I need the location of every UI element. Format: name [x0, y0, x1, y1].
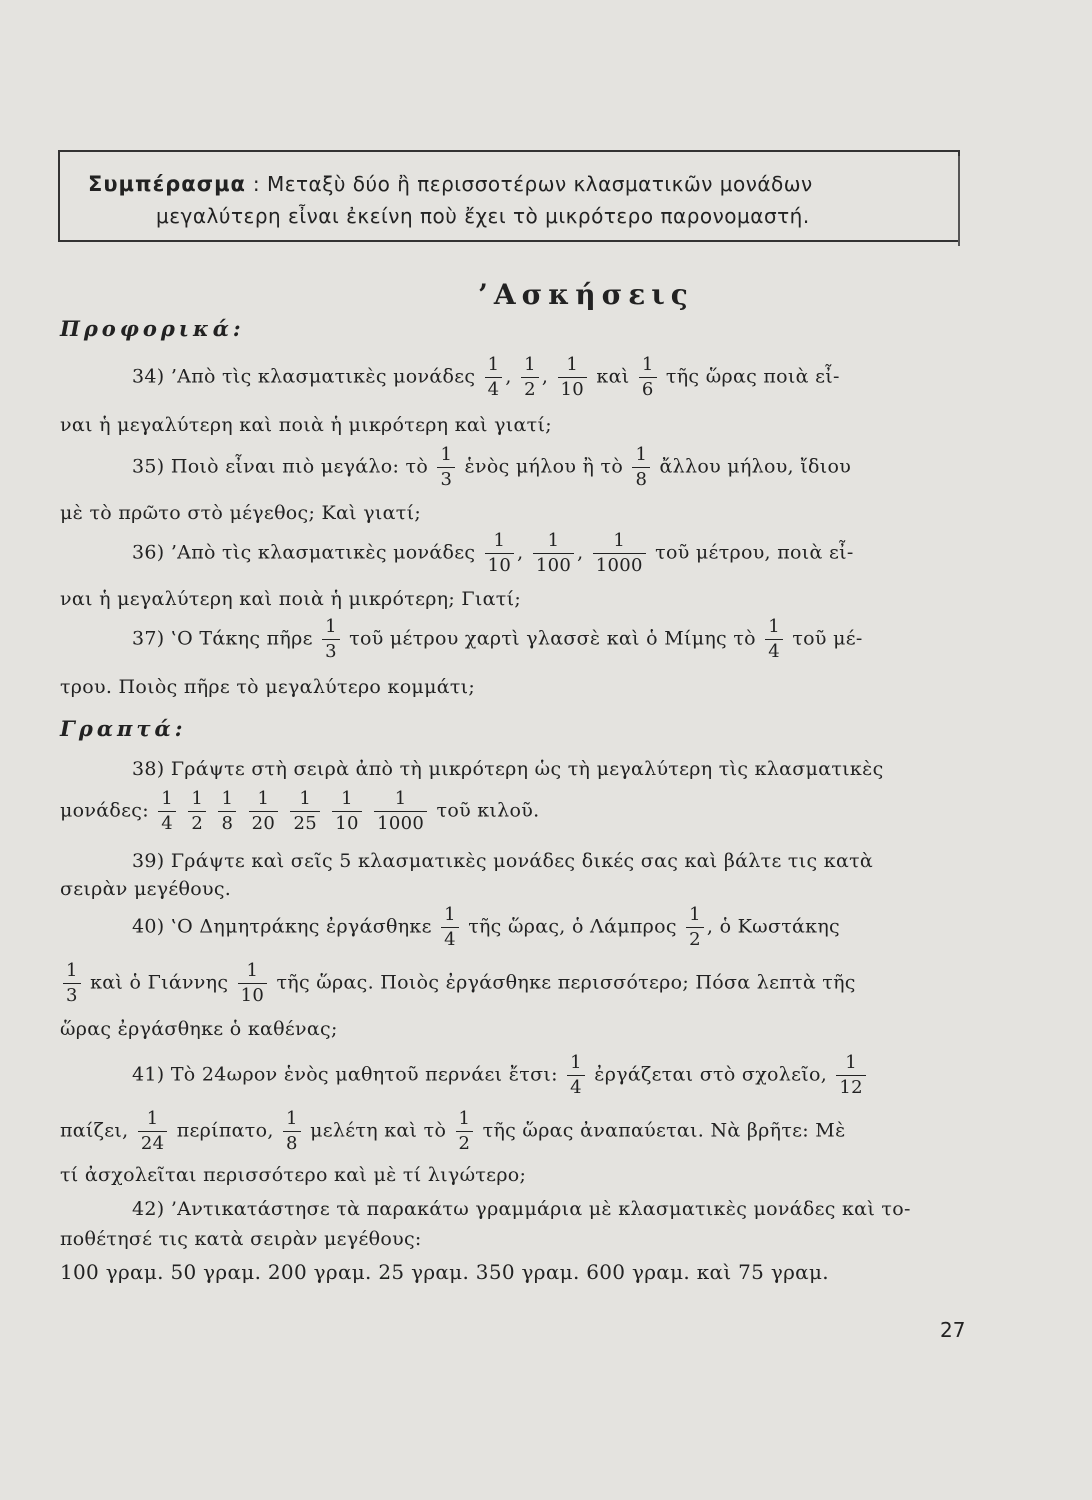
exercise-35-line-2: μὲ τὸ πρῶτο στὸ μέγεθος; Καὶ γιατί; [60, 502, 422, 524]
exercise-36-line-1: 36) ’Απὸ τὶς κλασματικὲς μονάδες $\frac{1}{10}$ , $\frac{1}{100}$ , $\frac{1}{1000}$ τοῦ μέτρου, ποιὰ εἶ- [132, 530, 854, 576]
box-shadow-rule [958, 156, 960, 246]
exercise-37-line-2: τρου. Ποιὸς πῆρε τὸ μεγαλύτερο κομμάτι; [60, 676, 476, 698]
fraction-1-24: $\frac{1}{24}$ [138, 1110, 168, 1153]
fraction-1-2: $\frac{1}{2}$ [521, 356, 539, 399]
exercise-39-line-2: σειρὰν μεγέθους. [60, 878, 232, 900]
exercise-40-line-1: 40) ‛Ο Δημητράκης ἐργάσθηκε $\frac{1}{4}$ τῆς ὥρας, ὁ Λάμπρος $\frac{1}{2}$ , ὁ Κωστάκης [132, 904, 840, 950]
exercise-41-line-1: 41) Τὸ 24ωρον ἑνὸς μαθητοῦ περνάει ἔτσι: $\frac{1}{4}$ ἐργάζεται στὸ σχολεῖο, $\frac{1}{12}$ [60, 1054, 1042, 1097]
exercise-42-line-3: 100 γραμ. 50 γραμ. 200 γραμ. 25 γραμ. 350 γραμ. 600 γραμ. καὶ 75 γραμ. [60, 1260, 829, 1284]
fraction-1-4: $\frac{1}{4}$ [765, 618, 783, 661]
fraction-1-12: $\frac{1}{12}$ [836, 1054, 866, 1097]
fraction-1-3: $\frac{1}{3}$ [322, 618, 340, 661]
exercise-39-line-1: 39) Γράψτε καὶ σεῖς 5 κλασματικὲς μονάδες δικές σας καὶ βάλτε τις κατὰ [132, 850, 874, 872]
exercise-34-line-2: ναι ἡ μεγαλύτερη καὶ ποιὰ ἡ μικρότερη καὶ γιατί; [60, 414, 552, 436]
fraction-1-4: $\frac{1}{4}$ [158, 790, 176, 833]
fraction-1-8: $\frac{1}{8}$ [218, 790, 236, 833]
exercise-38-line-2: μονάδες: $\frac{1}{4}$ $\frac{1}{2}$ $\frac{1}{8}$ $\frac{1}{20}$ $\frac{1}{25}$ $\frac{1}{10}$ $\frac{1}{1000}$ τοῦ κιλοῦ. [60, 788, 540, 834]
fraction-1-10: $\frac{1}{10}$ [238, 962, 268, 1005]
fraction-1-25: $\frac{1}{25}$ [290, 790, 320, 833]
oral-label: Προφορικά: [60, 316, 245, 341]
fraction-1-2: $\frac{1}{2}$ [456, 1110, 474, 1153]
fraction-1-10: $\frac{1}{10}$ [332, 790, 362, 833]
fraction-1-8: $\frac{1}{8}$ [632, 446, 650, 489]
exercise-41-line-3: τί ἀσχολεῖται περισσότερο καὶ μὲ τί λιγώτερο; [60, 1164, 527, 1186]
exercise-40-line-3: ὥρας ἐργάσθηκε ὁ καθένας; [60, 1018, 338, 1040]
exercise-42-line-1: 42) ’Αντικατάστησε τὰ παρακάτω γραμμάρια μὲ κλασματικὲς μονάδες καὶ το- [132, 1198, 911, 1220]
exercise-34-line-1: 34) ’Απὸ τὶς κλασματικὲς μονάδες $\frac{1}{4}$ , $\frac{1}{2}$ , $\frac{1}{10}$ καὶ $\frac{1}{6}$ τῆς ὥρας ποιὰ εἶ- [132, 354, 840, 400]
fraction-1-4: $\frac{1}{4}$ [441, 906, 459, 949]
exercise-42-line-2: ποθέτησέ τις κατὰ σειρὰν μεγέθους: [60, 1228, 422, 1250]
exercises-heading: ’Ασκήσεις [478, 278, 694, 311]
page-number: 27 [940, 1318, 966, 1342]
fraction-1-3: $\frac{1}{3}$ [437, 446, 455, 489]
fraction-1-3: $\frac{1}{3}$ [63, 962, 81, 1005]
exercise-41-line-2: παίζει, $\frac{1}{24}$ περίπατο, $\frac{1}{8}$ μελέτη καὶ τὸ $\frac{1}{2}$ τῆς ὥρας ἀναπαύεται. Νὰ βρῆτε: Μὲ [60, 1108, 846, 1154]
fraction-1-2: $\frac{1}{2}$ [188, 790, 206, 833]
exercise-37-line-1: 37) ‛Ο Τάκης πῆρε $\frac{1}{3}$ τοῦ μέτρου χαρτὶ γλασσὲ καὶ ὁ Μίμης τὸ $\frac{1}{4}$ τοῦ μέ- [132, 616, 863, 662]
written-label: Γραπτά: [60, 716, 187, 741]
fraction-1-1000: $\frac{1}{1000}$ [593, 532, 646, 575]
fraction-1-10: $\frac{1}{10}$ [485, 532, 515, 575]
conclusion-text-2: μεγαλύτερη εἶναι ἐκείνη ποὺ ἔχει τὸ μικρότερο παρονομαστή. [156, 204, 810, 228]
conclusion-text-1: Μεταξὺ δύο ἢ περισσοτέρων κλασματικῶν μονάδων [266, 172, 813, 196]
fraction-1-6: $\frac{1}{6}$ [639, 356, 657, 399]
conclusion-box: Συμπέρασμα : Μεταξὺ δύο ἢ περισσοτέρων κλασματικῶν μονάδων μεγαλύτερη εἶναι ἐκείνη ποὺ ἔχει τὸ μικρότερο παρονομαστή. [58, 150, 960, 242]
fraction-1-20: $\frac{1}{20}$ [249, 790, 279, 833]
fraction-1-100: $\frac{1}{100}$ [533, 532, 574, 575]
fraction-1-4: $\frac{1}{4}$ [567, 1054, 585, 1097]
fraction-1-4: $\frac{1}{4}$ [485, 356, 503, 399]
exercise-40-line-2: $\frac{1}{3}$ καὶ ὁ Γιάννης $\frac{1}{10}$ τῆς ὥρας. Ποιὸς ἐργάσθηκε περισσότερο; Πόσα λεπτὰ τῆς [60, 962, 970, 1005]
conclusion-label: Συμπέρασμα [88, 172, 246, 196]
exercise-36-line-2: ναι ἡ μεγαλύτερη καὶ ποιὰ ἡ μικρότερη; Γιατί; [60, 588, 522, 610]
fraction-1-1000: $\frac{1}{1000}$ [374, 790, 427, 833]
fraction-1-8: $\frac{1}{8}$ [283, 1110, 301, 1153]
exercise-35-line-1: 35) Ποιὸ εἶναι πιὸ μεγάλο: τὸ $\frac{1}{3}$ ἑνὸς μήλου ἢ τὸ $\frac{1}{8}$ ἄλλου μήλου, ἴδιου [132, 444, 852, 490]
exercise-38-line-1: 38) Γράψτε στὴ σειρὰ ἀπὸ τὴ μικρότερη ὡς τὴ μεγαλύτερη τὶς κλασματικὲς [132, 758, 884, 780]
fraction-1-2: $\frac{1}{2}$ [686, 906, 704, 949]
fraction-1-10: $\frac{1}{10}$ [558, 356, 588, 399]
